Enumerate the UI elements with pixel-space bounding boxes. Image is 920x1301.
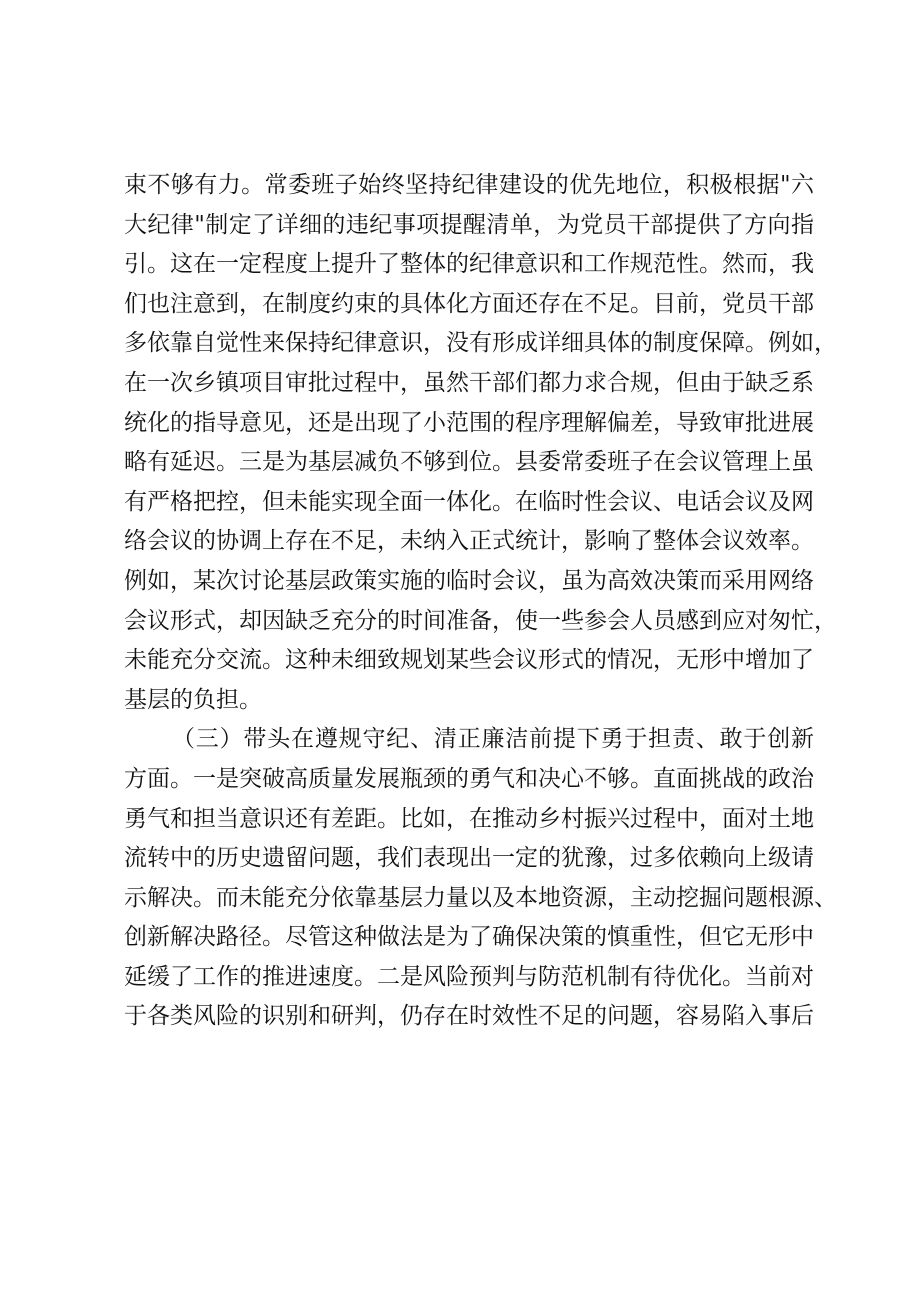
text-line: 多依靠自觉性来保持纪律意识，没有形成详细具体的制度保障。例如， — [124, 330, 837, 357]
paragraph-end-line: 基层的负担。 — [124, 686, 262, 713]
text-line: 示解决。而未能充分依靠基层力量以及本地资源，主动挖掘问题根源、 — [124, 884, 837, 911]
text-line: 束不够有力。常委班子始终坚持纪律建设的优先地位，积极根据"六 — [124, 172, 814, 198]
text-line: 于各类风险的识别和研判，仍存在时效性不足的问题，容易陷入事后 — [124, 1003, 814, 1030]
text-line: 有严格把控，但未能实现全面一体化。在临时性会议、电话会议及网 — [124, 488, 814, 515]
text-line: 会议形式，却因缺乏充分的时间准备，使一些参会人员感到应对匆忙， — [124, 607, 837, 634]
text-line: 方面。一是突破高质量发展瓶颈的勇气和决心不够。直面挑战的政治 — [124, 765, 814, 792]
section-heading-line: （三）带头在遵规守纪、清正廉洁前提下勇于担责、敢于创新 — [172, 726, 814, 753]
text-line: 统化的指导意见，还是出现了小范围的程序理解偏差，导致审批进展 — [124, 409, 814, 436]
text-line: 延缓了工作的推进速度。二是风险预判与防范机制有待优化。当前对 — [124, 963, 814, 990]
text-line: 略有延迟。三是为基层减负不够到位。县委常委班子在会议管理上虽 — [124, 449, 814, 476]
text-line: 创新解决路径。尽管这种做法是为了确保决策的慎重性，但它无形中 — [124, 924, 814, 951]
text-line: 在一次乡镇项目审批过程中，虽然干部们都力求合规，但由于缺乏系 — [124, 369, 814, 396]
text-line: 勇气和担当意识还有差距。比如，在推动乡村振兴过程中，面对土地 — [124, 805, 814, 832]
text-line: 络会议的协调上存在不足，未纳入正式统计，影响了整体会议效率。 — [124, 528, 814, 555]
text-line: 引。这在一定程度上提升了整体的纪律意识和工作规范性。然而，我 — [124, 251, 814, 278]
document-body — [124, 166, 837, 1037]
text-line: 们也注意到，在制度约束的具体化方面还存在不足。目前，党员干部 — [124, 290, 814, 317]
text-line: 例如，某次讨论基层政策实施的临时会议，虽为高效决策而采用网络 — [124, 567, 814, 594]
text-line: 大纪律"制定了详细的违纪事项提醒清单，为党员干部提供了方向指 — [124, 211, 814, 238]
text-line: 未能充分交流。这种未细致规划某些会议形式的情况，无形中增加了 — [124, 647, 814, 674]
text-line: 流转中的历史遗留问题，我们表现出一定的犹豫，过多依赖向上级请 — [124, 845, 814, 872]
